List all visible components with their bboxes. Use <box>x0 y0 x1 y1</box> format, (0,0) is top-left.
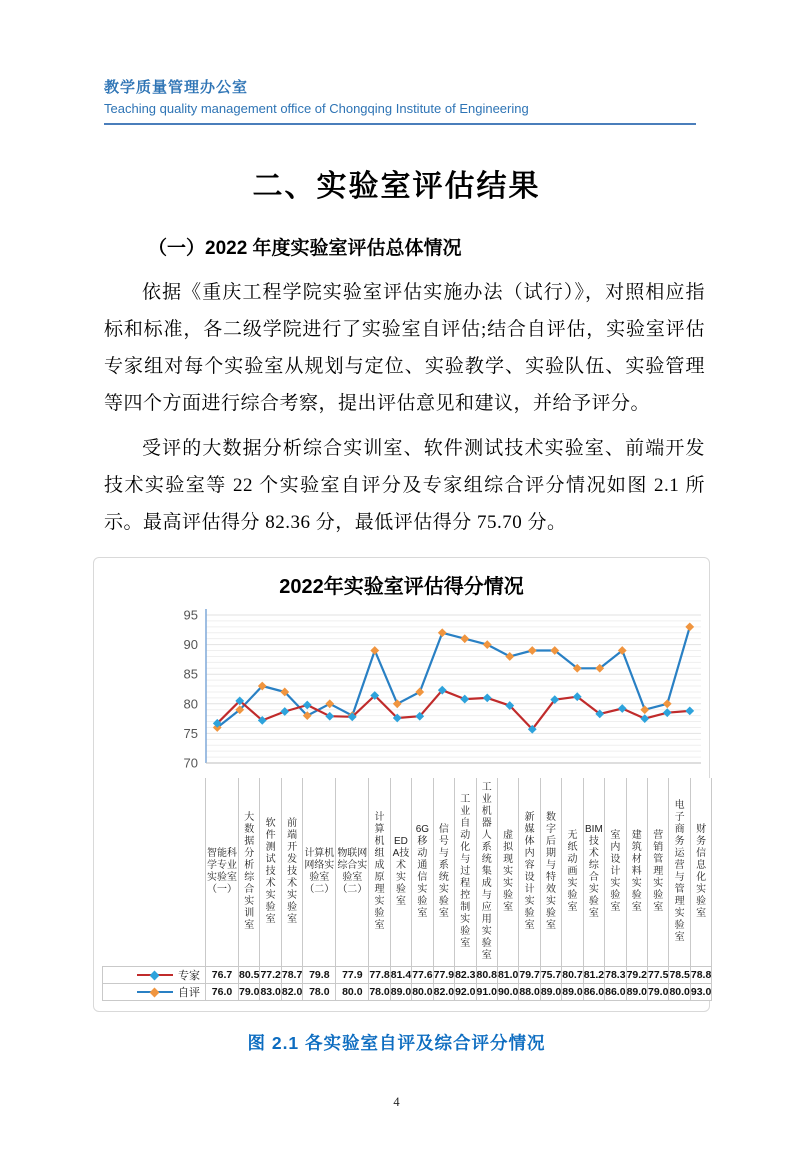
category-label: 物联网综合实验室（二） <box>336 778 369 967</box>
value-cell: 78.7 <box>282 967 303 984</box>
value-cell: 90.0 <box>498 984 519 1001</box>
category-label: 智能科学专业实验室（一） <box>206 778 239 967</box>
data-point-marker <box>303 701 312 710</box>
value-cell: 77.6 <box>412 967 433 984</box>
y-axis-tick-label: 70 <box>183 755 198 771</box>
category-label: 工业自动化与过程控制实验室 <box>455 778 476 967</box>
value-cell: 79.0 <box>648 984 669 1001</box>
value-cell: 76.7 <box>206 967 239 984</box>
value-cell: 77.5 <box>648 967 669 984</box>
data-point-marker <box>663 699 672 708</box>
value-cell: 93.0 <box>691 984 712 1001</box>
chart-data-table <box>102 778 712 1001</box>
category-label: 虚拟现实实验室 <box>498 778 519 967</box>
value-cell: 76.0 <box>206 984 239 1001</box>
value-cell: 82.3 <box>455 967 476 984</box>
header-title-zh: 教学质量管理办公室 <box>104 79 249 96</box>
data-point-marker <box>460 634 469 643</box>
value-cell: 80.7 <box>562 967 583 984</box>
data-point-marker <box>325 712 334 721</box>
data-point-marker <box>415 688 424 697</box>
data-point-marker <box>393 699 402 708</box>
paragraph-2: 受评的大数据分析综合实训室、软件测试技术实验室、前端开发技术实验室等 22 个实验室自评分及专家组综合评分情况如图 2.1 所示。最高评估得分 82.36 分，最低评估得分 75.70 分。 <box>104 438 705 533</box>
data-point-marker <box>438 628 447 637</box>
value-cell: 89.0 <box>627 984 648 1001</box>
data-point-marker <box>483 693 492 702</box>
y-axis-tick-label: 75 <box>183 725 198 741</box>
category-label: 财务信息化实验室 <box>691 778 712 967</box>
value-cell: 89.0 <box>391 984 412 1001</box>
value-cell: 80.0 <box>336 984 369 1001</box>
category-label: 电子商务运营与管理实验室 <box>669 778 690 967</box>
value-cell: 77.9 <box>434 967 455 984</box>
data-point-marker <box>640 705 649 714</box>
value-cell: 78.5 <box>669 967 690 984</box>
value-cell: 80.5 <box>239 967 260 984</box>
value-cell: 80.0 <box>669 984 690 1001</box>
legend-专家 <box>102 967 206 984</box>
category-label: BIM技术综合实验室 <box>584 778 605 967</box>
page-header <box>104 76 696 125</box>
evaluation-score-chart <box>93 557 710 1012</box>
category-label: 大数据分析综合实训室 <box>239 778 260 967</box>
value-cell: 89.0 <box>541 984 562 1001</box>
value-cell: 79.2 <box>627 967 648 984</box>
value-cell: 83.0 <box>260 984 281 1001</box>
figure-caption: 图 2.1 各实验室自评及综合评分情况 <box>247 1033 546 1053</box>
value-cell: 91.0 <box>477 984 498 1001</box>
value-cell: 79.7 <box>519 967 540 984</box>
value-cell: 79.0 <box>239 984 260 1001</box>
data-point-marker <box>618 704 627 713</box>
category-label: 信号与系统实验室 <box>434 778 455 967</box>
table-corner-cell <box>102 778 206 967</box>
document-page <box>0 76 793 1172</box>
value-cell: 78.0 <box>303 984 336 1001</box>
category-label: EDA技术实验室 <box>391 778 412 967</box>
value-cell: 86.0 <box>584 984 605 1001</box>
category-label: 室内设计实验室 <box>605 778 626 967</box>
value-cell: 77.2 <box>260 967 281 984</box>
header-title-en: Teaching quality management office of Chongqing Institute of Engineering <box>104 101 529 116</box>
data-point-marker <box>325 699 334 708</box>
value-cell: 75.7 <box>541 967 562 984</box>
value-cell: 81.4 <box>391 967 412 984</box>
legend-line-marker-icon <box>137 971 173 980</box>
line-chart-svg <box>102 603 701 773</box>
category-label: 建筑材料实验室 <box>627 778 648 967</box>
value-cell: 78.0 <box>369 984 390 1001</box>
value-cell: 89.0 <box>562 984 583 1001</box>
value-cell: 80.0 <box>412 984 433 1001</box>
value-cell: 81.0 <box>498 967 519 984</box>
category-label: 6G移动通信实验室 <box>412 778 433 967</box>
category-label: 数字后期与特效实验室 <box>541 778 562 967</box>
category-label: 无纸动画实验室 <box>562 778 583 967</box>
y-axis-tick-label: 85 <box>183 666 198 682</box>
page-number: 4 <box>393 1095 400 1109</box>
value-cell: 78.3 <box>605 967 626 984</box>
value-cell: 81.2 <box>584 967 605 984</box>
value-cell: 86.0 <box>605 984 626 1001</box>
data-point-marker <box>685 622 694 631</box>
value-cell: 82.0 <box>434 984 455 1001</box>
data-point-marker <box>685 707 694 716</box>
y-axis-tick-label: 80 <box>183 696 198 712</box>
value-cell: 77.8 <box>369 967 390 984</box>
category-label: 软件测试技术实验室 <box>260 778 281 967</box>
y-axis-tick-label: 90 <box>183 637 198 653</box>
category-label: 工业机器人系统集成与应用实验室 <box>477 778 498 967</box>
paragraph-1: 依据《重庆工程学院实验室评估实施办法（试行）》，对照相应指标和标准，各二级学院进行了实验室自评估;结合自评估，实验室评估专家组对每个实验室从规划与定位、实验教学、实验队伍、实验管理等四个方面进行综合考察，提出评估意见和建议，并给予评分。 <box>104 282 705 414</box>
subsection-title: （一）2022 年度实验室评估总体情况 <box>148 238 462 259</box>
category-label: 新媒体内容设计实验室 <box>519 778 540 967</box>
value-cell: 79.8 <box>303 967 336 984</box>
legend-label: 专家 <box>178 970 200 982</box>
value-cell: 77.9 <box>336 967 369 984</box>
value-cell: 92.0 <box>455 984 476 1001</box>
legend-line-marker-icon <box>137 988 173 997</box>
data-point-marker <box>280 707 289 716</box>
value-cell: 80.8 <box>477 967 498 984</box>
line-chart-plot <box>102 603 701 778</box>
category-label: 前端开发技术实验室 <box>282 778 303 967</box>
data-point-marker <box>460 695 469 704</box>
chart-title: 2022年实验室评估得分情况 <box>279 576 524 598</box>
legend-自评 <box>102 984 206 1001</box>
category-label: 营销管理实验室 <box>648 778 669 967</box>
value-cell: 82.0 <box>282 984 303 1001</box>
category-label: 计算机组成原理实验室 <box>369 778 390 967</box>
y-axis-tick-label: 95 <box>183 607 198 623</box>
data-point-marker <box>528 646 537 655</box>
value-cell: 88.0 <box>519 984 540 1001</box>
data-point-marker <box>483 640 492 649</box>
section-title: 二、实验室评估结果 <box>252 170 541 203</box>
data-point-marker <box>505 652 514 661</box>
value-cell: 78.8 <box>691 967 712 984</box>
legend-label: 自评 <box>178 987 200 999</box>
data-point-marker <box>370 646 379 655</box>
category-label: 计算机网络实验室（二） <box>303 778 336 967</box>
